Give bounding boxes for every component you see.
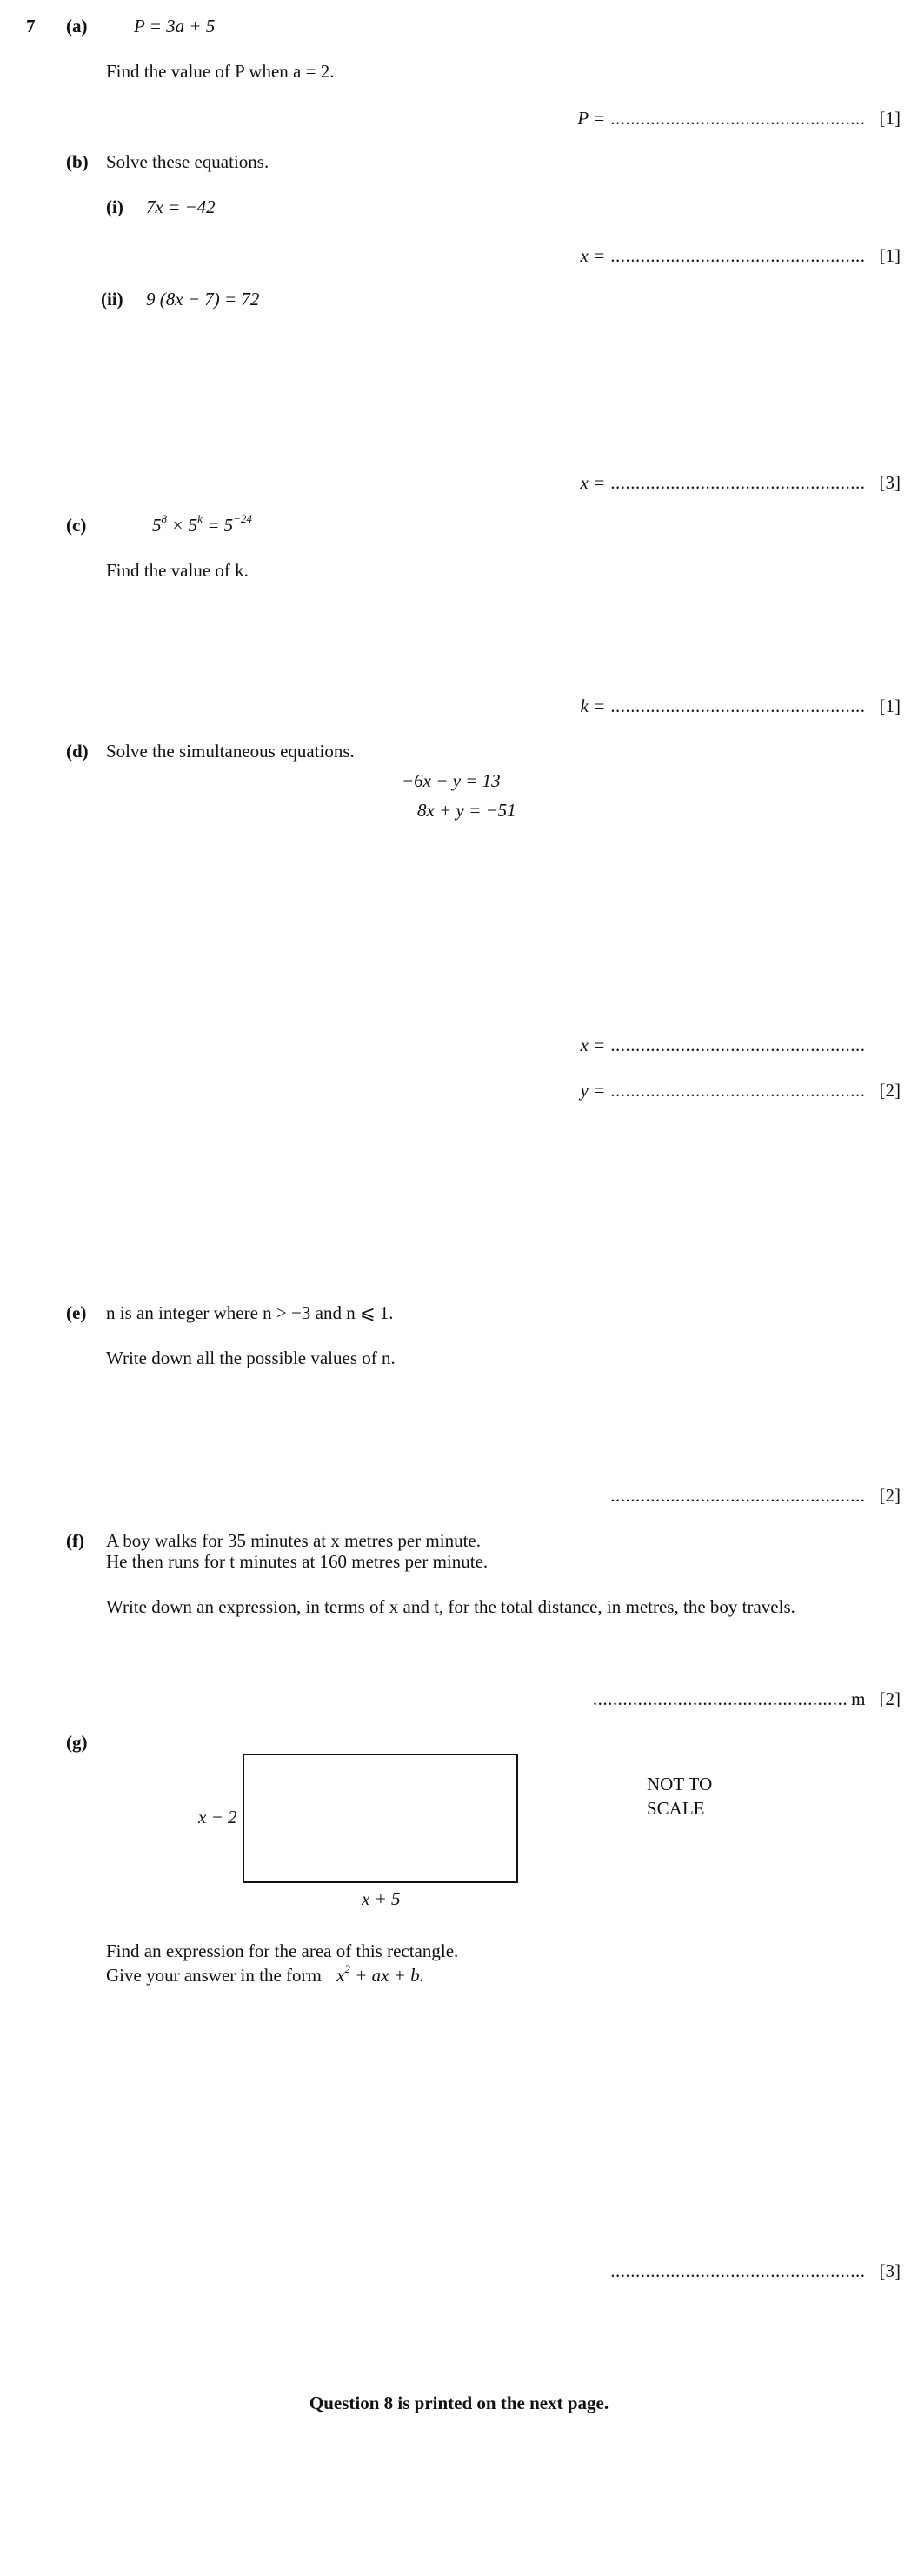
instruction-text: Give your answer in the form (106, 1965, 322, 1986)
answer-dots: ................................................... (592, 1688, 848, 1709)
answer-dots: ................................................... (610, 472, 866, 493)
part-d-instruction: Solve the simultaneous equations. (106, 741, 355, 762)
answer-dots: ................................................... (610, 108, 866, 129)
part-a-formula: P = 3a + 5 (134, 16, 216, 37)
part-g-instruction-1: Find an expression for the area of this rectangle. (106, 1940, 459, 1961)
eq-base: 5 (223, 515, 234, 536)
part-d-answer-x-line[interactable] (522, 1035, 901, 1056)
part-d-label: (d) (66, 741, 89, 762)
eq-exponent: −24 (233, 512, 252, 525)
answer-dots: ................................................... (610, 1485, 866, 1506)
answer-dots: ................................................... (610, 2260, 866, 2281)
part-e-label: (e) (66, 1302, 87, 1323)
answer-label: x = (580, 245, 606, 266)
part-e-instruction: Write down all the possible values of n. (106, 1348, 396, 1368)
rectangle-width-label: x + 5 (362, 1888, 401, 1909)
answer-label: P = (577, 108, 606, 129)
part-g-answer-line[interactable] (522, 2260, 901, 2282)
part-d-equation-1: −6x − y = 13 (402, 770, 501, 791)
part-b-i-equation: 7x = −42 (146, 196, 216, 217)
mark: [2] (879, 1485, 901, 1506)
part-g-label: (g) (66, 1732, 88, 1753)
not-to-scale-line-1: NOT TO (647, 1774, 713, 1794)
part-b-label: (b) (66, 151, 89, 172)
part-e-answer-line[interactable] (522, 1485, 901, 1507)
mark: [2] (879, 1080, 901, 1101)
mark: [3] (879, 472, 901, 493)
answer-dots: ................................................... (610, 1080, 866, 1101)
part-b-ii-label: (ii) (101, 289, 123, 310)
part-c-equation (152, 512, 252, 536)
rectangle-diagram (243, 1754, 518, 1883)
part-f-line-1: A boy walks for 35 minutes at x metres per minute. (106, 1530, 482, 1551)
part-f-instruction: Write down an expression, in terms of x and t, for the total distance, in metres, the boy travels. (106, 1596, 795, 1617)
eq-times: × (171, 515, 184, 536)
part-a-answer-line[interactable] (522, 108, 901, 130)
question-number: 7 (26, 16, 36, 37)
part-f-line-2: He then runs for t minutes at 160 metres per minute. (106, 1551, 489, 1572)
part-e-statement: n is an integer where n > −3 and n ⩽ 1. (106, 1302, 394, 1323)
part-a-instruction: Find the value of P when a = 2. (106, 61, 335, 82)
mark: [1] (879, 245, 901, 266)
form-expression (336, 1962, 424, 1986)
answer-dots: ................................................... (610, 245, 866, 266)
form-exponent: 2 (344, 1962, 350, 1975)
eq-exponent: 8 (161, 512, 167, 525)
part-b-i-answer-line[interactable] (522, 245, 901, 267)
part-b-instruction: Solve these equations. (106, 151, 269, 172)
footer-note: Question 8 is printed on the next page. (309, 2393, 609, 2413)
part-d-answer-y-line[interactable] (522, 1080, 901, 1102)
answer-label: y = (580, 1080, 606, 1101)
part-f-answer-line[interactable] (522, 1688, 901, 1710)
eq-base: 5 (152, 515, 162, 536)
form-rest: + ax + b. (355, 1965, 424, 1986)
part-b-i-label: (i) (106, 196, 123, 217)
part-c-answer-line[interactable] (522, 696, 901, 717)
part-a-label: (a) (66, 16, 88, 37)
answer-label: k = (580, 696, 606, 716)
part-f-label: (f) (66, 1530, 84, 1551)
rectangle-height-label: x − 2 (198, 1807, 237, 1827)
part-g-instruction-2 (106, 1962, 424, 1986)
part-d-equation-2: 8x + y = −51 (417, 800, 516, 821)
form-base: x (336, 1965, 345, 1986)
mark: [1] (879, 696, 901, 716)
part-b-ii-equation: 9 (8x − 7) = 72 (146, 289, 260, 310)
part-b-ii-answer-line[interactable] (522, 472, 901, 494)
answer-dots: ................................................... (610, 696, 866, 716)
answer-label: x = (580, 1035, 606, 1055)
unit: m (851, 1688, 866, 1709)
not-to-scale-line-2: SCALE (647, 1798, 705, 1819)
part-c-instruction: Find the value of k. (106, 560, 249, 581)
answer-label: x = (580, 472, 606, 493)
mark: [3] (879, 2260, 901, 2281)
part-c-label: (c) (66, 515, 87, 536)
answer-dots: ................................................... (610, 1035, 866, 1055)
mark: [1] (879, 108, 901, 129)
eq-equals: = (207, 515, 220, 536)
eq-exponent: k (197, 512, 203, 525)
eq-base: 5 (188, 515, 198, 536)
mark: [2] (879, 1688, 901, 1709)
